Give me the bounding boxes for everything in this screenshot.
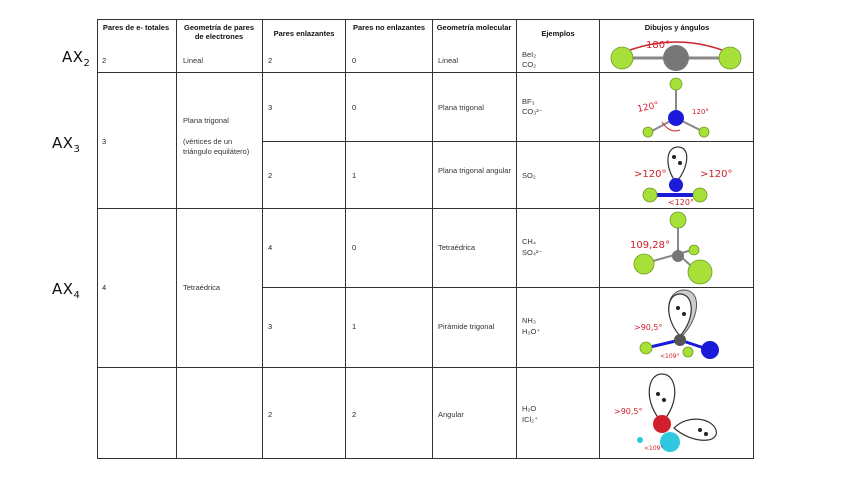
row1-geom-pares: Lineal: [183, 56, 204, 65]
atom-center: [674, 334, 686, 346]
angle-label-left: 120°: [636, 100, 660, 115]
row4-geom-molecular: Tetraédrica: [438, 243, 476, 252]
angle-label-109: 109,28°: [630, 240, 670, 251]
atom-green-right: [693, 188, 707, 202]
header-dibujos: Dibujos y ángulos: [644, 23, 710, 32]
row4-no-enlazantes: 0: [352, 243, 357, 252]
atom-green-right: [688, 260, 712, 284]
row5-enlazantes: 3: [268, 322, 273, 331]
row2-no-enlazantes: 0: [352, 103, 357, 112]
atom-green-right: [719, 47, 741, 69]
atom-green-top: [670, 78, 682, 90]
tetrahedral-drawing: [600, 210, 752, 286]
label-ax2: $AX_2$: [62, 48, 91, 69]
atom-green-top: [670, 212, 686, 228]
trigonal-planar-drawing: [600, 74, 752, 140]
angle-label-180: 180°: [646, 40, 671, 51]
atom-gray-center: [672, 250, 684, 262]
angle-label-right: 120°: [692, 108, 709, 116]
atom-red-center: [653, 415, 671, 433]
atom-green-back: [689, 245, 699, 255]
row2-ejemplo-1: BF₃: [522, 97, 535, 106]
header-pares-totales: Pares de e- totales: [102, 23, 170, 32]
atom-green-left: [643, 127, 653, 137]
header-pares-enlazantes: Pares enlazantes: [273, 29, 335, 38]
row2-geom-molecular: Plana trigonal: [438, 103, 484, 112]
lone-pair-lobe: [668, 147, 687, 183]
row3-no-enlazantes: 1: [352, 171, 357, 180]
header-geometria-pares: Geometría de pares de electrones: [183, 23, 255, 41]
angle-label-right: >120°: [700, 169, 733, 180]
atom-green-left: [640, 342, 652, 354]
row2-enlazantes: 3: [268, 103, 273, 112]
angle-label-bottom: <120°: [668, 198, 694, 207]
atom-blue-right: [701, 341, 719, 359]
atom-blue-center: [668, 110, 684, 126]
row4-geom-pares: Tetraédrica: [183, 283, 221, 292]
angle-label-left: >90,5°: [634, 323, 663, 332]
row4-enlazantes: 4: [268, 243, 273, 252]
header-pares-no-enlazantes: Pares no enlazantes: [352, 23, 426, 32]
row4-totales: 4: [102, 283, 107, 292]
atom-green-left: [634, 254, 654, 274]
row3-geom-molecular: Plana trigonal angular: [438, 166, 511, 175]
row1-ejemplo-1: BeI₂: [522, 50, 537, 59]
atom-green-left: [611, 47, 633, 69]
atom-blue-center: [669, 178, 683, 192]
row2-geom-pares-note: (vértices de un triángulo equilátero): [183, 137, 250, 156]
trigonal-pyramidal-drawing: [600, 288, 752, 366]
label-ax4: $AX_4$: [52, 280, 81, 301]
atom-green-left: [643, 188, 657, 202]
linear-molecule-drawing: [600, 36, 752, 72]
row1-no-enlazantes: 0: [352, 56, 357, 65]
row2-ejemplo-2: CO₃²⁻: [522, 107, 543, 116]
row1-totales: 2: [102, 56, 107, 65]
row4-ejemplo-2: SO₄²⁻: [522, 248, 543, 257]
row5-no-enlazantes: 1: [352, 322, 357, 331]
atom-green-right: [699, 127, 709, 137]
row5-ejemplo-1: NH₃: [522, 316, 536, 325]
trigonal-angular-drawing: [600, 143, 752, 207]
row3-enlazantes: 2: [268, 171, 273, 180]
row4-ejemplo-1: CH₄: [522, 237, 536, 246]
atom-cyan-small: [637, 437, 643, 443]
label-ax3: $AX_3$: [52, 134, 81, 155]
row6-ejemplo-1: H₂O: [522, 404, 537, 413]
row1-geom-molecular: Lineal: [438, 56, 459, 65]
row6-ejemplo-2: ICl₂⁺: [522, 415, 539, 424]
row3-ejemplo-1: SO₂: [522, 171, 536, 180]
angle-label-left: >90,5°: [614, 407, 643, 416]
row6-no-enlazantes: 2: [352, 410, 357, 419]
lone-pair-lobe-2: [674, 419, 716, 440]
angle-label-left: >120°: [634, 169, 667, 180]
row2-totales: 3: [102, 137, 107, 146]
row6-enlazantes: 2: [268, 410, 273, 419]
angle-label-bottom: <109°: [644, 445, 664, 452]
row6-geom-molecular: Angular: [438, 410, 464, 419]
row2-geom-pares: Plana trigonal: [183, 116, 229, 125]
row1-enlazantes: 2: [268, 56, 273, 65]
row1-ejemplo-2: CO₂: [522, 60, 537, 69]
angular-drawing: [600, 370, 752, 456]
lone-pair-lobe-1: [649, 374, 675, 422]
header-ejemplos: Ejemplos: [541, 29, 575, 38]
row5-ejemplo-2: H₃O⁺: [522, 327, 541, 336]
atom-green-front: [683, 347, 693, 357]
header-geometria-molecular: Geometría molecular: [436, 23, 512, 32]
row5-geom-molecular: Pirámide trigonal: [438, 322, 495, 331]
angle-label-bottom: <109°: [660, 353, 680, 360]
